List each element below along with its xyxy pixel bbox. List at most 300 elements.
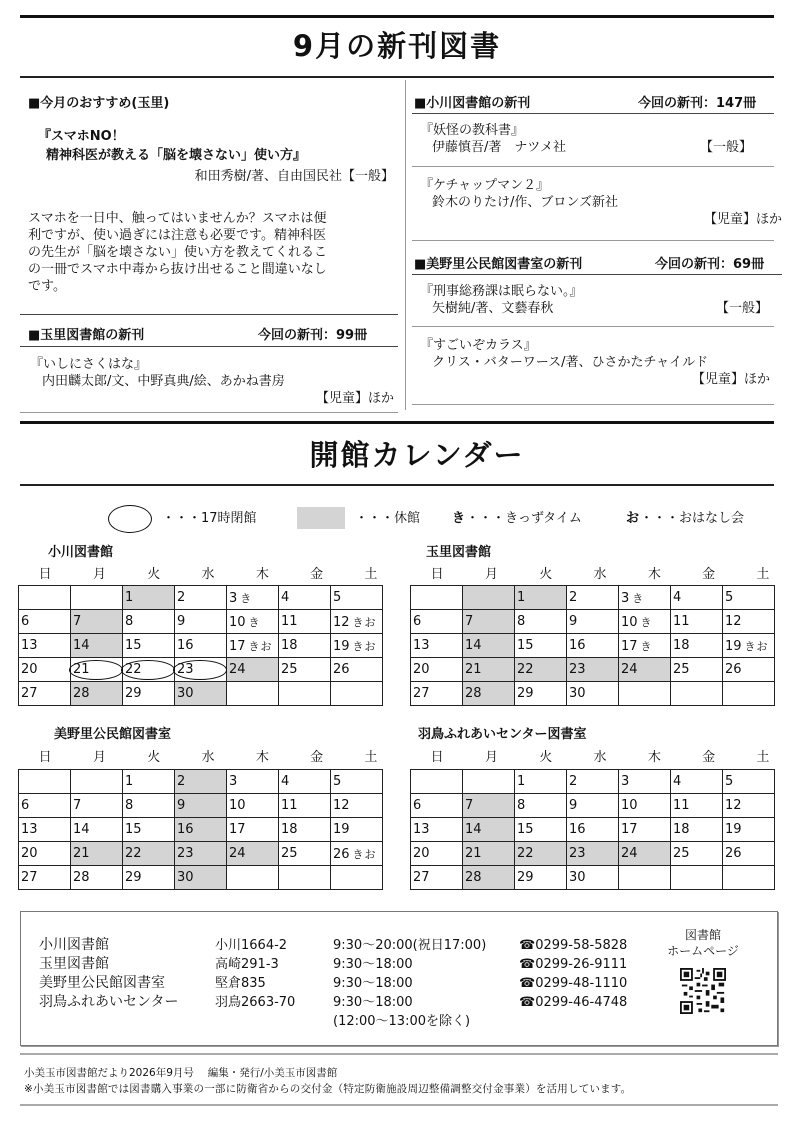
day-number: 1 bbox=[125, 590, 134, 605]
calendar-day-cell bbox=[463, 610, 515, 634]
calendar-day-cell bbox=[227, 610, 279, 634]
day-number: 4 bbox=[673, 590, 682, 605]
divider bbox=[412, 404, 774, 405]
calendar-day-cell bbox=[723, 818, 775, 842]
day-number: 24 bbox=[229, 846, 246, 861]
day-number: 16 bbox=[569, 638, 586, 653]
calendar-day-cell bbox=[175, 770, 227, 794]
day-number: 15 bbox=[125, 638, 142, 653]
calendar-day-cell bbox=[331, 586, 383, 610]
calendar-day-cell bbox=[123, 818, 175, 842]
book-title: 『いしにさくはな』 bbox=[30, 357, 148, 372]
calendar-day-cell bbox=[619, 842, 671, 866]
day-number: 12 bbox=[333, 614, 350, 630]
day-number: 4 bbox=[281, 590, 290, 605]
calendar-day-cell bbox=[331, 866, 383, 890]
footer-line-2: ※小美玉市図書館では図書購入事業の一部に防衛省からの交付金（特定防衛施設周辺整備調整交付金事業）を活用しています。 bbox=[24, 1083, 632, 1095]
minori-book-2 bbox=[420, 337, 770, 388]
day-number: 12 bbox=[725, 614, 742, 629]
day-number: 15 bbox=[517, 638, 534, 653]
new-books-title: 9月の新刊図書 bbox=[292, 29, 502, 63]
day-number: 30 bbox=[569, 870, 586, 885]
calendar-day-cell bbox=[71, 866, 123, 890]
day-number: 17 bbox=[229, 638, 246, 654]
calendar-day-cell bbox=[19, 770, 71, 794]
day-number: 18 bbox=[281, 638, 298, 653]
event-mark: きお bbox=[248, 639, 273, 653]
calendar-day-cell bbox=[331, 610, 383, 634]
day-number: 1 bbox=[125, 774, 134, 789]
early-close-legend-icon bbox=[108, 505, 152, 533]
calendar-day-cell bbox=[619, 586, 671, 610]
calendar-day-cell bbox=[671, 770, 723, 794]
day-number: 9 bbox=[569, 798, 578, 813]
book-category: 【一般】 bbox=[700, 140, 753, 155]
phone-number: ☎0299-46-4748 bbox=[519, 995, 628, 1010]
book-category: 【一般】 bbox=[716, 301, 769, 316]
day-number: 6 bbox=[413, 614, 422, 629]
book-title: 『すごいぞカラス』 bbox=[420, 338, 537, 353]
calendar-day-cell bbox=[71, 658, 123, 682]
day-number: 28 bbox=[465, 686, 482, 701]
calendar-day-cell bbox=[671, 682, 723, 706]
day-number: 14 bbox=[465, 822, 482, 837]
day-number: 30 bbox=[569, 686, 586, 701]
minori-calendar bbox=[18, 769, 383, 890]
day-number: 9 bbox=[177, 614, 186, 629]
day-number: 28 bbox=[465, 870, 482, 885]
calendar-day-cell bbox=[671, 794, 723, 818]
calendar-day-cell bbox=[463, 794, 515, 818]
calendar-day-cell bbox=[567, 866, 619, 890]
calendar-day-cell bbox=[411, 866, 463, 890]
day-number: 8 bbox=[517, 614, 526, 629]
weekday-row bbox=[18, 563, 398, 582]
weekday-label: 金 bbox=[310, 750, 324, 765]
weekday-label: 月 bbox=[92, 750, 106, 765]
calendar-day-cell bbox=[619, 794, 671, 818]
divider bbox=[412, 326, 774, 327]
calendar-day-cell bbox=[671, 610, 723, 634]
weekday-label: 火 bbox=[147, 750, 161, 765]
day-number: 23 bbox=[177, 662, 194, 677]
event-mark: き bbox=[248, 615, 261, 629]
calendar-day-cell bbox=[619, 770, 671, 794]
calendar-day-cell bbox=[19, 866, 71, 890]
calendar-week-row bbox=[19, 842, 383, 866]
day-number: 20 bbox=[21, 846, 38, 861]
calendar-day-cell bbox=[723, 842, 775, 866]
calendar-week-row bbox=[19, 586, 383, 610]
library-hours-item: 9:30～20:00(祝日17:00) bbox=[333, 938, 487, 953]
day-number: 10 bbox=[229, 798, 246, 813]
minori-new-count: 今回の新刊：69冊 bbox=[655, 257, 765, 272]
calendar-day-cell bbox=[723, 682, 775, 706]
day-number: 15 bbox=[125, 822, 142, 837]
weekday-label: 月 bbox=[92, 567, 106, 582]
calendar-week-row bbox=[19, 658, 383, 682]
day-number: 8 bbox=[125, 614, 134, 629]
weekday-label: 火 bbox=[539, 750, 553, 765]
calendar-week-row bbox=[19, 818, 383, 842]
calendar-day-cell bbox=[567, 842, 619, 866]
weekday-label: 木 bbox=[647, 567, 661, 582]
calendar-day-cell bbox=[515, 842, 567, 866]
tamari-calendar bbox=[410, 585, 775, 706]
divider bbox=[20, 314, 398, 315]
ogawa-calendar bbox=[18, 585, 383, 706]
tamari-new-count: 今回の新刊：99冊 bbox=[258, 328, 368, 343]
day-number: 6 bbox=[413, 798, 422, 813]
calendar-day-cell bbox=[723, 658, 775, 682]
weekday-label: 日 bbox=[430, 567, 444, 582]
calendar-day-cell bbox=[71, 682, 123, 706]
day-number: 13 bbox=[21, 822, 38, 837]
book-category: 【児童】ほか bbox=[703, 212, 782, 227]
divider bbox=[412, 113, 774, 114]
event-mark: き bbox=[640, 639, 653, 653]
day-number: 28 bbox=[73, 870, 90, 885]
day-number: 20 bbox=[413, 846, 430, 861]
calendar-day-cell bbox=[123, 658, 175, 682]
phone-number: ☎0299-48-1110 bbox=[519, 976, 628, 991]
calendar-day-cell bbox=[227, 770, 279, 794]
calendar-day-cell bbox=[175, 794, 227, 818]
calendar-day-cell bbox=[411, 794, 463, 818]
calendar-day-cell bbox=[567, 818, 619, 842]
calendar-day-cell bbox=[671, 866, 723, 890]
calendar-day-cell bbox=[71, 586, 123, 610]
calendar-day-cell bbox=[175, 866, 227, 890]
weekday-label: 日 bbox=[38, 750, 52, 765]
day-number: 2 bbox=[177, 774, 186, 789]
calendar-day-cell bbox=[71, 842, 123, 866]
calendar-week-row bbox=[19, 682, 383, 706]
day-number: 23 bbox=[177, 846, 194, 861]
day-number: 8 bbox=[517, 798, 526, 813]
day-number: 21 bbox=[465, 846, 482, 861]
day-number: 1 bbox=[517, 774, 526, 789]
column-divider bbox=[405, 80, 406, 410]
book-category: 【児童】ほか bbox=[315, 391, 394, 406]
calendar-day-cell bbox=[619, 658, 671, 682]
calendar-week-row bbox=[19, 610, 383, 634]
calendar-day-cell bbox=[279, 794, 331, 818]
day-number: 11 bbox=[281, 798, 298, 813]
calendar-week-row bbox=[19, 770, 383, 794]
library-addresses bbox=[215, 936, 295, 1012]
library-address: 高崎291-3 bbox=[215, 957, 279, 972]
weekday-label: 木 bbox=[647, 750, 661, 765]
event-mark: きお bbox=[352, 847, 377, 861]
calendar-day-cell bbox=[175, 586, 227, 610]
day-number: 11 bbox=[673, 614, 690, 629]
calendar-day-cell bbox=[463, 842, 515, 866]
calendar-day-cell bbox=[463, 634, 515, 658]
day-number: 26 bbox=[725, 846, 742, 861]
day-number: 19 bbox=[725, 822, 742, 837]
tamari-calendar-name: 玉里図書館 bbox=[426, 545, 492, 560]
calendar-day-cell bbox=[71, 818, 123, 842]
calendar-day-cell bbox=[331, 842, 383, 866]
event-mark: き bbox=[240, 591, 253, 605]
calendar-day-cell bbox=[19, 634, 71, 658]
day-number: 6 bbox=[21, 614, 30, 629]
calendar-day-cell bbox=[411, 610, 463, 634]
calendar-day-cell bbox=[619, 610, 671, 634]
calendar-day-cell bbox=[723, 586, 775, 610]
calendar-day-cell bbox=[619, 634, 671, 658]
recommend-author: 和田秀樹/著、自由国民社【一般】 bbox=[194, 169, 394, 184]
calendar-day-cell bbox=[175, 658, 227, 682]
day-number: 7 bbox=[465, 614, 474, 629]
weekday-label: 土 bbox=[756, 567, 770, 582]
day-number: 26 bbox=[333, 846, 350, 862]
calendar-day-cell bbox=[463, 586, 515, 610]
weekday-label: 土 bbox=[364, 750, 378, 765]
recommend-body-line: スマホを一日中、触ってはいませんか？スマホは便 bbox=[28, 211, 327, 226]
day-number: 10 bbox=[621, 614, 638, 630]
ogawa-new-heading: ■小川図書館の新刊 bbox=[414, 96, 531, 111]
calendar-day-cell bbox=[567, 634, 619, 658]
day-number: 11 bbox=[673, 798, 690, 813]
phone-number: ☎0299-58-5828 bbox=[519, 938, 628, 953]
day-number: 14 bbox=[73, 822, 90, 837]
day-number: 15 bbox=[517, 822, 534, 837]
day-number: 19 bbox=[725, 638, 742, 654]
weekday-label: 月 bbox=[484, 567, 498, 582]
library-info-box bbox=[20, 911, 778, 1046]
phone-number: ☎0299-26-9111 bbox=[519, 957, 628, 972]
calendar-day-cell bbox=[227, 794, 279, 818]
calendar-day-cell bbox=[567, 658, 619, 682]
legend-closed: ・・・休館 bbox=[355, 511, 421, 526]
event-mark: き bbox=[632, 591, 645, 605]
calendar-day-cell bbox=[515, 818, 567, 842]
calendar-day-cell bbox=[723, 610, 775, 634]
ogawa-calendar-name: 小川図書館 bbox=[48, 545, 114, 560]
hatori-calendar bbox=[410, 769, 775, 890]
calendar-day-cell bbox=[723, 634, 775, 658]
day-number: 10 bbox=[229, 614, 246, 630]
calendar-day-cell bbox=[463, 682, 515, 706]
day-number: 22 bbox=[517, 846, 534, 861]
divider bbox=[412, 240, 774, 241]
calendar-day-cell bbox=[463, 658, 515, 682]
closed-legend-swatch bbox=[297, 507, 345, 529]
book-category: 【児童】ほか bbox=[691, 372, 770, 387]
calendar-week-row bbox=[19, 794, 383, 818]
title-underline bbox=[20, 76, 774, 78]
calendar-day-cell bbox=[671, 842, 723, 866]
calendar-day-cell bbox=[19, 610, 71, 634]
calendar-day-cell bbox=[671, 634, 723, 658]
calendar-day-cell bbox=[515, 794, 567, 818]
calendar-day-cell bbox=[19, 818, 71, 842]
day-number: 27 bbox=[21, 686, 38, 701]
divider bbox=[412, 166, 774, 167]
calendar-day-cell bbox=[227, 586, 279, 610]
day-number: 25 bbox=[673, 846, 690, 861]
calendar-day-cell bbox=[515, 866, 567, 890]
calendar-day-cell bbox=[567, 586, 619, 610]
legend-kizzu-mark: き bbox=[452, 511, 466, 526]
calendar-day-cell bbox=[723, 794, 775, 818]
day-number: 11 bbox=[281, 614, 298, 629]
ogawa-book-2 bbox=[420, 177, 782, 228]
weekday-label: 日 bbox=[38, 567, 52, 582]
calendar-day-cell bbox=[671, 818, 723, 842]
weekday-label: 火 bbox=[147, 567, 161, 582]
calendar-top-rule bbox=[20, 421, 774, 424]
calendar-day-cell bbox=[71, 770, 123, 794]
calendar-day-cell bbox=[723, 770, 775, 794]
event-mark: きお bbox=[352, 639, 377, 653]
calendar-day-cell bbox=[463, 818, 515, 842]
day-number: 2 bbox=[177, 590, 186, 605]
day-number: 9 bbox=[177, 798, 186, 813]
weekday-label: 土 bbox=[756, 750, 770, 765]
calendar-day-cell bbox=[19, 586, 71, 610]
day-number: 18 bbox=[673, 638, 690, 653]
calendar-day-cell bbox=[331, 634, 383, 658]
calendar-day-cell bbox=[279, 770, 331, 794]
calendar-week-row bbox=[411, 682, 775, 706]
library-address: 羽鳥2663-70 bbox=[215, 995, 296, 1010]
calendar-week-row bbox=[411, 842, 775, 866]
day-number: 27 bbox=[413, 870, 430, 885]
calendar-day-cell bbox=[71, 610, 123, 634]
legend-kizzu: ・・・きっずタイム bbox=[466, 511, 582, 526]
day-number: 7 bbox=[73, 798, 82, 813]
recommend-body bbox=[28, 210, 398, 295]
day-number: 14 bbox=[73, 638, 90, 653]
weekday-label: 月 bbox=[484, 750, 498, 765]
weekday-label: 水 bbox=[201, 567, 215, 582]
divider bbox=[20, 412, 398, 413]
day-number: 21 bbox=[465, 662, 482, 677]
library-names bbox=[39, 936, 178, 1012]
library-name: 美野里公民館図書室 bbox=[39, 975, 165, 991]
book-author: 鈴木のりたけ/作、ブロンズ新社 bbox=[432, 195, 618, 210]
library-address: 堅倉835 bbox=[215, 976, 266, 991]
day-number: 29 bbox=[517, 686, 534, 701]
calendar-day-cell bbox=[619, 866, 671, 890]
calendar-day-cell bbox=[411, 770, 463, 794]
recommend-body-line: の先生が「脳を壊さない」使い方を教えてくれるこ bbox=[28, 245, 328, 260]
day-number: 16 bbox=[177, 822, 194, 837]
calendar-day-cell bbox=[411, 682, 463, 706]
calendar-day-cell bbox=[123, 634, 175, 658]
day-number: 4 bbox=[281, 774, 290, 789]
calendar-day-cell bbox=[175, 818, 227, 842]
divider bbox=[412, 274, 782, 275]
book-author: 矢樹純/著、文藝春秋 bbox=[432, 301, 554, 316]
calendar-day-cell bbox=[515, 586, 567, 610]
legend-ohanashi-mark: お bbox=[626, 511, 640, 526]
day-number: 20 bbox=[413, 662, 430, 677]
day-number: 5 bbox=[333, 774, 342, 789]
calendar-day-cell bbox=[331, 770, 383, 794]
recommend-title-line1: 『スマホNO！ bbox=[38, 129, 125, 144]
weekday-row bbox=[18, 746, 398, 765]
calendar-day-cell bbox=[619, 682, 671, 706]
weekday-label: 金 bbox=[702, 750, 716, 765]
library-hours-item: 9:30～18:00 bbox=[333, 995, 413, 1010]
weekday-label: 木 bbox=[255, 567, 269, 582]
library-hours-item: 9:30～18:00 bbox=[333, 976, 413, 991]
recommend-body-line: です。 bbox=[28, 279, 66, 294]
day-number: 7 bbox=[73, 614, 82, 629]
day-number: 19 bbox=[333, 822, 350, 837]
day-number: 29 bbox=[517, 870, 534, 885]
calendar-day-cell bbox=[227, 818, 279, 842]
day-number: 3 bbox=[621, 774, 630, 789]
day-number: 17 bbox=[229, 822, 246, 837]
calendar-day-cell bbox=[279, 634, 331, 658]
day-number: 3 bbox=[229, 590, 238, 606]
weekday-label: 日 bbox=[430, 750, 444, 765]
homepage-label-line: ホームページ bbox=[667, 944, 739, 958]
calendar-day-cell bbox=[515, 682, 567, 706]
day-number: 30 bbox=[177, 870, 194, 885]
day-number: 26 bbox=[333, 662, 350, 677]
day-number: 29 bbox=[125, 686, 142, 701]
homepage-label-line: 図書館 bbox=[684, 928, 721, 942]
day-number: 6 bbox=[21, 798, 30, 813]
calendar-day-cell bbox=[567, 794, 619, 818]
day-number: 25 bbox=[673, 662, 690, 677]
homepage-qr-code-icon[interactable] bbox=[680, 968, 726, 1014]
hatori-calendar-name: 羽鳥ふれあいセンター図書室 bbox=[418, 727, 587, 742]
tamari-new-heading: ■玉里図書館の新刊 bbox=[28, 328, 145, 343]
day-number: 3 bbox=[621, 590, 630, 606]
day-number: 30 bbox=[177, 686, 194, 701]
calendar-day-cell bbox=[19, 794, 71, 818]
calendar-day-cell bbox=[411, 586, 463, 610]
footer-top-rule bbox=[20, 1053, 778, 1055]
library-name: 玉里図書館 bbox=[39, 956, 109, 972]
day-number: 27 bbox=[21, 870, 38, 885]
calendar-day-cell bbox=[463, 866, 515, 890]
book-title: 『ケチャップマン２』 bbox=[420, 178, 550, 193]
weekday-label: 水 bbox=[593, 750, 607, 765]
book-author: 伊藤慎吾/著 ナツメ社 bbox=[432, 140, 566, 155]
calendar-day-cell bbox=[175, 610, 227, 634]
calendar-day-cell bbox=[71, 634, 123, 658]
calendar-day-cell bbox=[279, 610, 331, 634]
library-name: 小川図書館 bbox=[39, 937, 109, 953]
day-number: 19 bbox=[333, 638, 350, 654]
recommend-body-line: の一冊でスマホ中毒から抜け出せること間違いなし bbox=[28, 262, 327, 277]
calendar-day-cell bbox=[123, 866, 175, 890]
day-number: 7 bbox=[465, 798, 474, 813]
calendar-week-row bbox=[411, 658, 775, 682]
minori-new-heading: ■美野里公民館図書室の新刊 bbox=[414, 257, 583, 272]
calendar-day-cell bbox=[19, 682, 71, 706]
calendar-day-cell bbox=[227, 842, 279, 866]
calendar-day-cell bbox=[411, 818, 463, 842]
calendar-day-cell bbox=[227, 658, 279, 682]
calendar-day-cell bbox=[227, 866, 279, 890]
day-number: 22 bbox=[517, 662, 534, 677]
library-hours bbox=[333, 936, 486, 1031]
day-number: 8 bbox=[125, 798, 134, 813]
day-number: 5 bbox=[725, 774, 734, 789]
calendar-day-cell bbox=[227, 634, 279, 658]
calendar-day-cell bbox=[279, 682, 331, 706]
calendar-day-cell bbox=[515, 634, 567, 658]
